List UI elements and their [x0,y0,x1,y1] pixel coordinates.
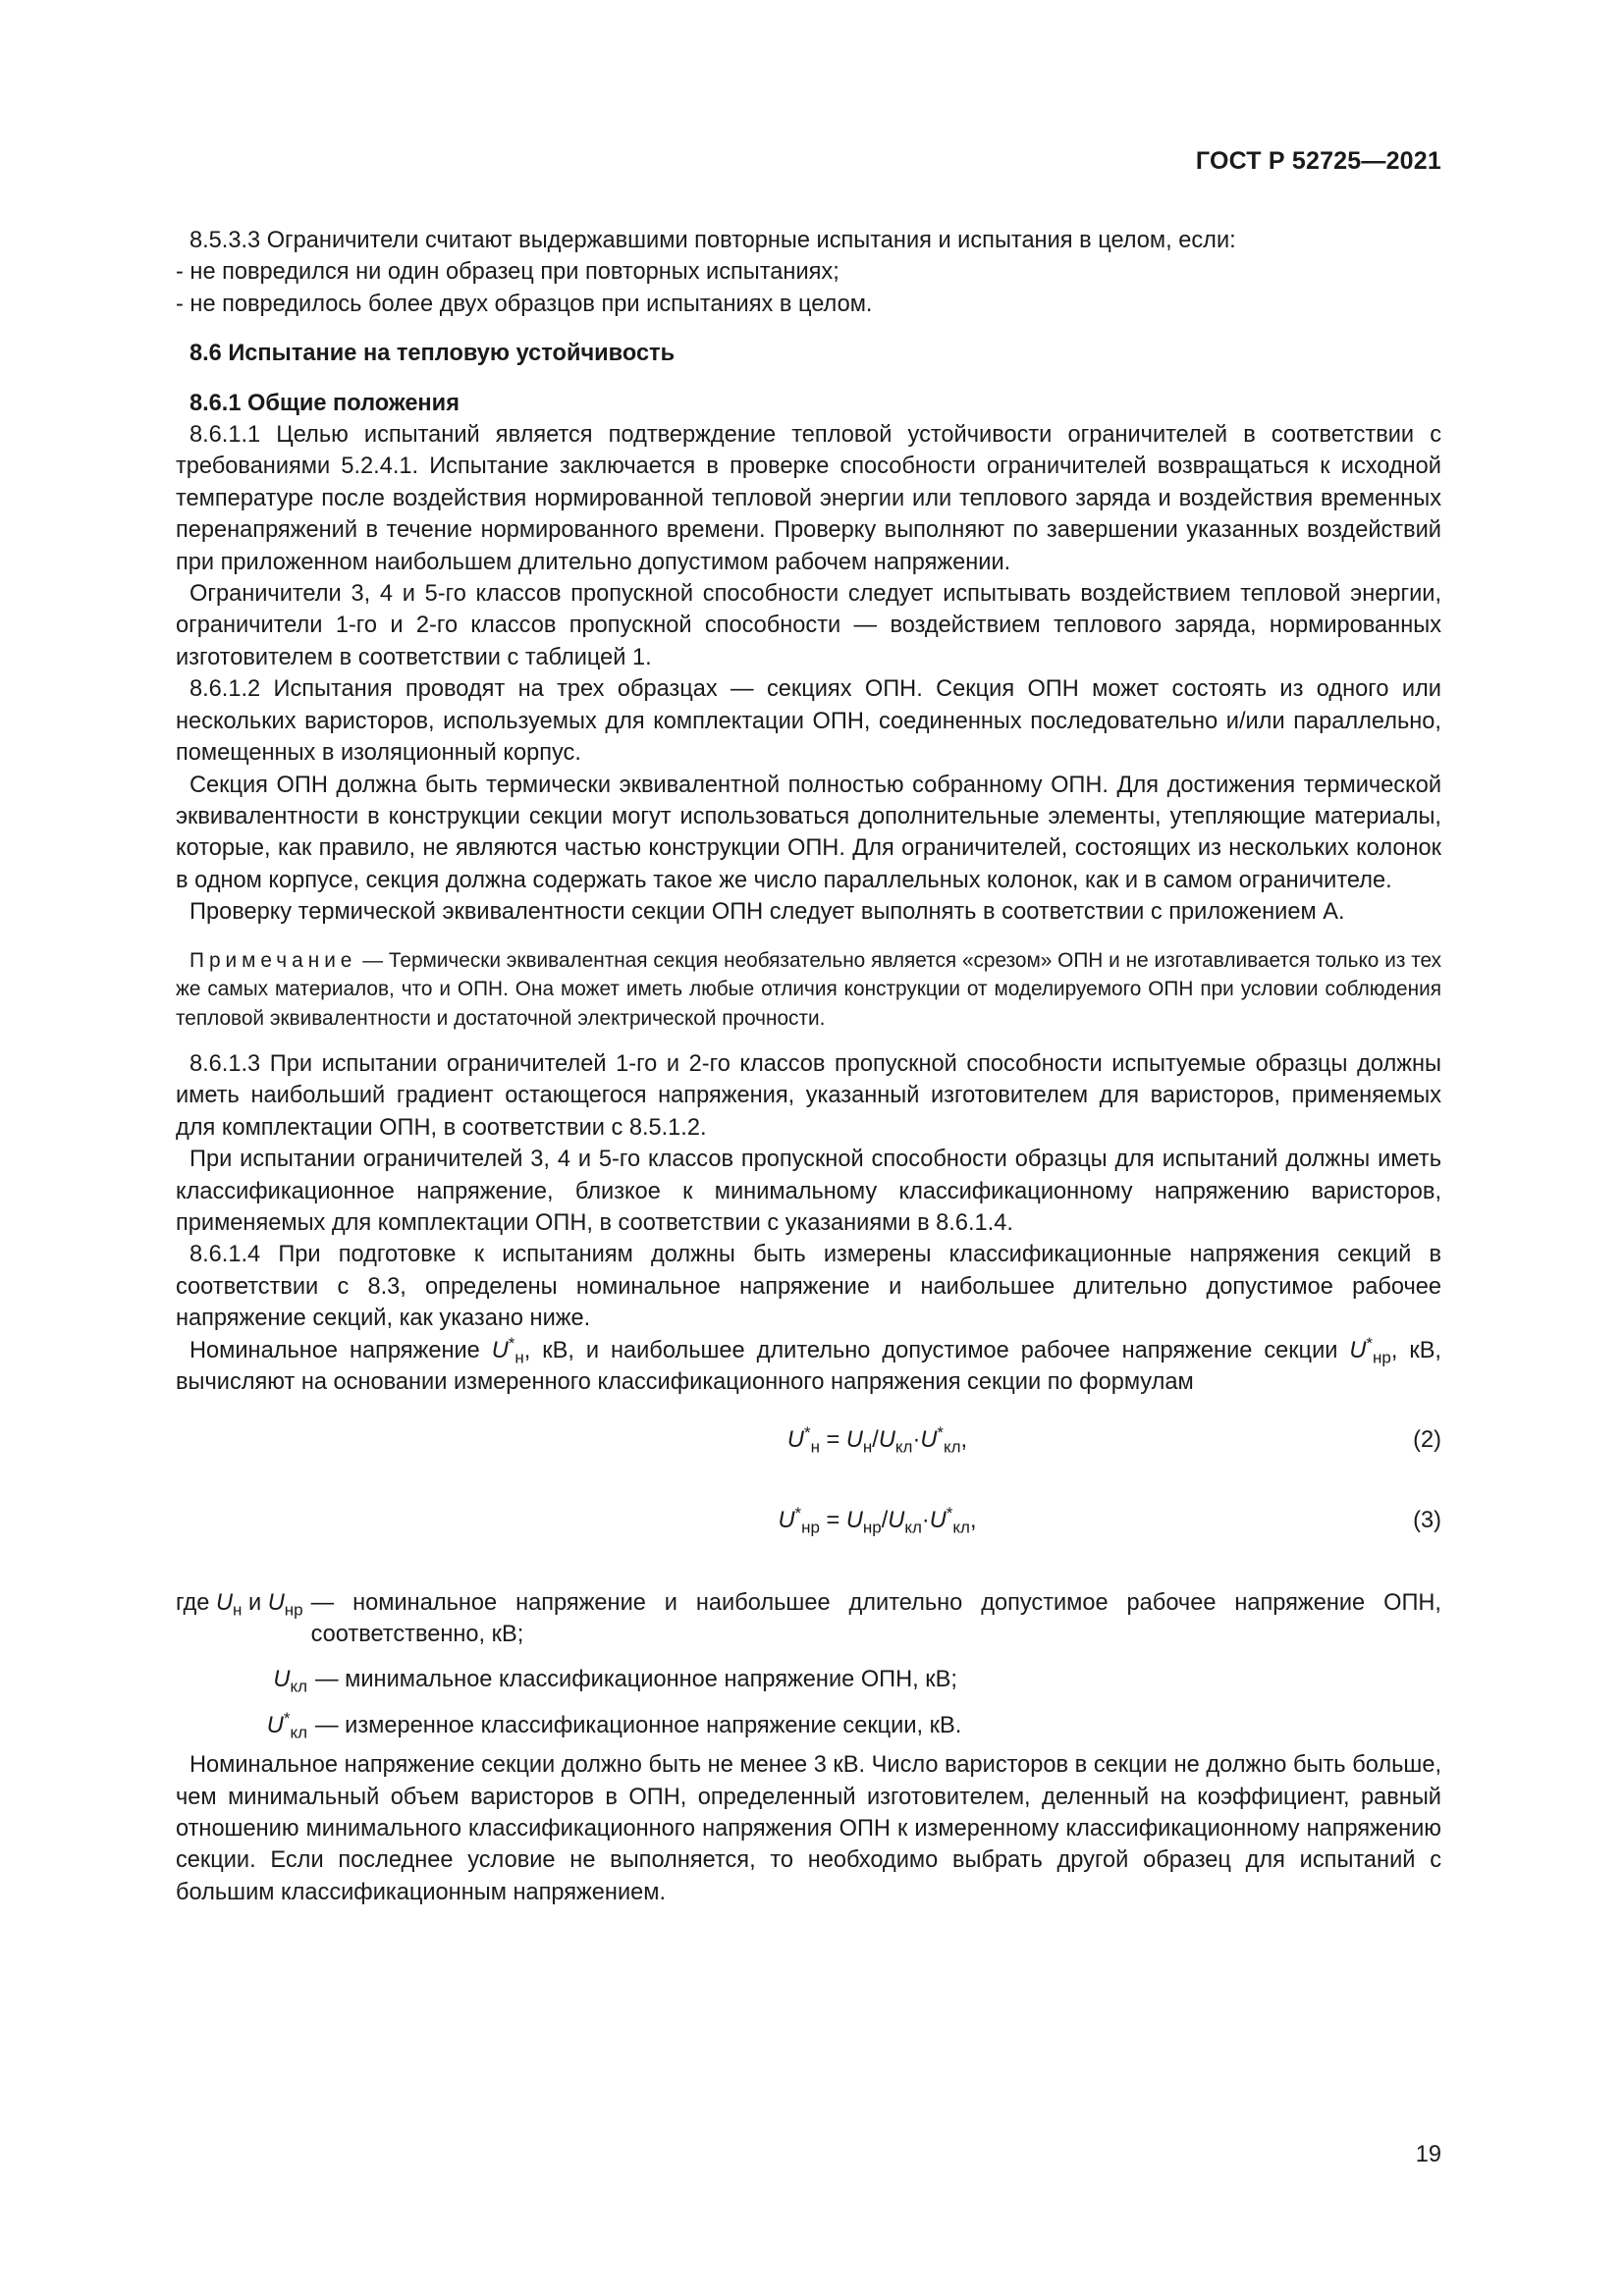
paragraph-8-6-1-2: 8.6.1.2 Испытания проводят на трех образцах — секциях ОПН. Секция ОПН может состоять из одного или нескольких варисторов, используемых для комплектации ОПН, соединенных последовательно и/или параллельно, помещенных в изоляционный корпус. [176,676,1441,767]
document-id-header: ГОСТ Р 52725—2021 [1195,147,1441,175]
formula-2-number: (2) [1413,1426,1441,1453]
legend-description: — минимальное классификационное напряжение ОПН, кВ; [315,1667,957,1693]
legend-symbol: где $U_н$ и $U_{нр}$ [176,1589,303,1620]
paragraph-8-6-1-4-formulas-intro: Номинальное напряжение $U^*_н$, кВ, и наибольшее длительно допустимое рабочее напряжение секции $U^*_{нр}$, кВ, вычисляют на основании измеренного классификационного напряжения секции по формулам [176,1333,1441,1396]
paragraph-8-6-1-2-continued: Секция ОПН должна быть термически эквивалентной полностью собранному ОПН. Для достижения термической эквивалентности в конструкции секции могут использоваться дополнительные элементы, утепляющие материалы, которые, как правило, не являются частью конструкции ОПН. Для ограничителей, состоящих из нескольких колонок в одном корпусе, секция должна содержать такое же число параллельных колонок, как и в самом ограничителе. [176,772,1441,893]
subsection-heading-8-6-1: 8.6.1 Общие положения [189,390,460,416]
page-number: 19 [1415,2142,1441,2167]
section-heading-8-6: 8.6 Испытание на тепловую устойчивость [189,341,676,367]
legend-row [176,1664,1441,1695]
paragraph-8-6-1-4: 8.6.1.4 При подготовке к испытаниям должны быть измерены классификационные напряжения секций в соответствии с 8.3, определены номинальное напряжение и наибольшее длительно допустимое рабочее напряжение секций, как указано ниже. [176,1242,1441,1332]
legend-symbol: $U^*_{кл}$ [266,1708,307,1742]
paragraph-8-6-1-1-continued: Ограничители 3, 4 и 5-го классов пропускной способности следует испытывать воздействием тепловой энергии, ограничители 1-го и 2-го классов пропускной способности — воздействием теплового заряда, нормированных изготовителем в соответствии с таблицей 1. [176,581,1441,670]
paragraph-final: Номинальное напряжение секции должно быть не менее 3 кВ. Число варисторов в секции не должно быть больше, чем минимальный объем варисторов в ОПН, определенный изготовителем, деленный на коэффициент, равный отношению минимального классификационного напряжения ОПН к измеренному классификационному напряжению секции. Если последнее условие не выполняется, то необходимо выбрать другой образец для испытаний с большим классификационным напряжением. [176,1752,1441,1905]
legend-row [176,1710,1441,1741]
list-item: - не повредился ни один образец при повторных испытаниях; [176,259,839,286]
legend-description: — номинальное напряжение и наибольшее длительно допустимое рабочее напряжение ОПН, соответственно, кВ; [310,1589,1441,1647]
legend-description: — измеренное классификационное напряжение секции, кВ. [315,1712,962,1738]
formula-3-number: (3) [1413,1507,1441,1533]
legend-row [176,1587,1441,1651]
paragraph-8-6-1-3: 8.6.1.3 При испытании ограничителей 1-го и 2-го классов пропускной способности испытуемые образцы должны иметь наибольший градиент остающегося напряжения, указанный изготовителем для варисторов, применяемых для комплектации ОПН, в соответствии с 8.5.1.2. [176,1051,1441,1141]
note-label: Примечание [189,948,357,972]
symbol-legend [176,1587,1441,1742]
paragraph-8-6-1-2-annex-ref: Проверку термической эквивалентности секции ОПН следует выполнять в соответствии с приложением А. [189,899,1345,926]
list-item: - не повредилось более двух образцов при испытаниях в целом. [176,291,873,317]
formula-2: $U^*_н = U_н/U_{кл}\cdot U^*_{кл}$, [786,1422,968,1457]
note-text: — Термически эквивалентная секция необязательно является «срезом» ОПН и не изготавливается только из тех же самых материалов, что и ОПН. Она может иметь любые отличия конструкции от моделируемого ОПН при условии соблюдения тепловой эквивалентности и достаточной электрической прочности. [176,948,1441,1030]
paragraph-8-6-1-1: 8.6.1.1 Целью испытаний является подтверждение тепловой устойчивости ограничителей в соответствии с требованиями 5.2.4.1. Испытание заключается в проверке способности ограничителей возвращаться к исходной температуре после воздействия нормированной тепловой энергии или теплового заряда и воздействия временных перенапряжений в течение нормированного времени. Проверку выполняют по завершении указанных воздействий при приложенном наибольшем длительно допустимом рабочем напряжении. [176,422,1441,575]
paragraph-8-6-1-3-continued: При испытании ограничителей 3, 4 и 5-го классов пропускной способности образцы для испытаний должны иметь классификационное напряжение, близкое к минимальному классификационному напряжению варисторов, применяемых для комплектации ОПН, в соответствии с указаниями в 8.6.1.4. [176,1147,1441,1237]
paragraph-8-5-3-3: 8.5.3.3 Ограничители считают выдержавшими повторные испытания и испытания в целом, если: [189,228,1236,253]
formula-3-row [176,1499,1441,1542]
note-block [176,946,1441,1034]
page-body [176,225,1441,1908]
formula-2-row [176,1418,1441,1462]
legend-symbol: $U_{кл}$ [273,1667,307,1697]
formula-3: $U^*_{нр} = U_{нр}/U_{кл}\cdot U^*_{кл}$, [778,1503,977,1537]
